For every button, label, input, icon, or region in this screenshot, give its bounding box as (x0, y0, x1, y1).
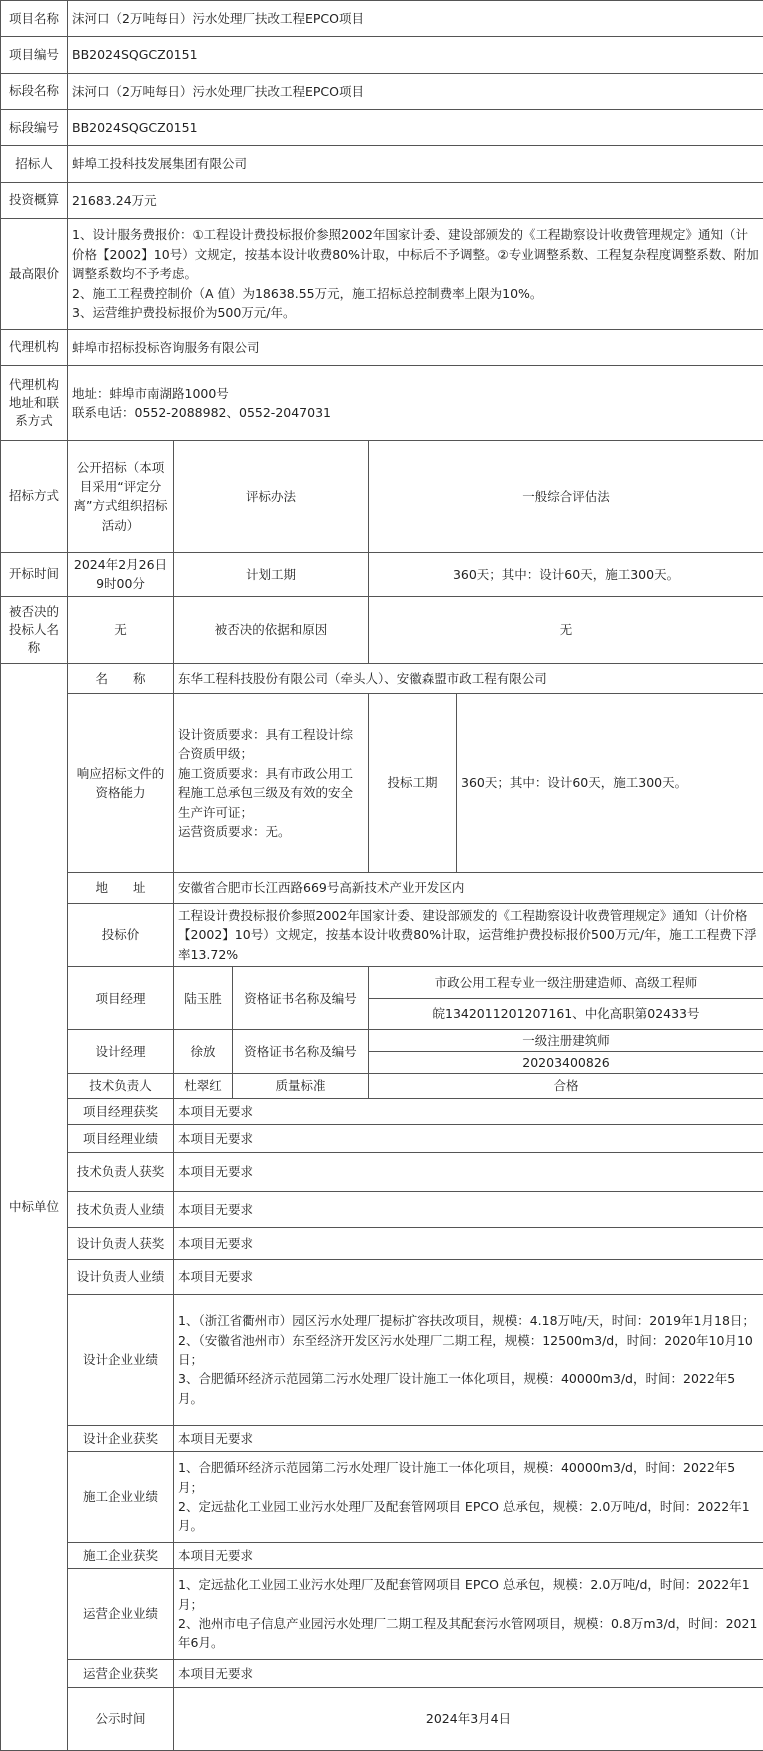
pm-label: 项目经理 (68, 967, 174, 1030)
row-section-no (1, 109, 763, 145)
quality-value: 合格 (369, 1074, 763, 1099)
row-item (1, 1294, 763, 1425)
eval-method-value: 一般综合评估法 (369, 440, 763, 552)
row-item (1, 1425, 763, 1451)
bid-period-value: 360天；其中：设计60天，施工300天。 (457, 693, 763, 873)
project-no-value: BB2024SQGCZ0151 (68, 37, 763, 73)
rejected-label: 被否决的投标人名称 (1, 596, 68, 663)
dm-label: 设计经理 (68, 1029, 174, 1073)
item-value: 1、（浙江省衢州市）园区污水处理厂提标扩容扶改项目，规模：4.18万吨/天，时间：2019年1月18日； 2、（安徽省池州市）东至经济开发区污水处理厂二期工程，规模：12500m3/d，时间：2020年10月10日； 3、合肥循环经济示范园第二污水处理厂设计施工一体化项目，规模：40000m3/d，时间：2022年5月。 (174, 1294, 763, 1425)
project-no-label: 项目编号 (1, 37, 68, 73)
row-open-time (1, 552, 763, 596)
dm-cert-2: 20203400826 (369, 1052, 763, 1073)
item-value: 本项目无要求 (174, 1098, 763, 1124)
section-name-label: 标段名称 (1, 73, 68, 109)
address-label: 地 址 (68, 873, 174, 903)
row-item (1, 1452, 763, 1543)
agency-value: 蚌埠市招标投标咨询服务有限公司 (68, 329, 763, 365)
section-no-label: 标段编号 (1, 109, 68, 145)
max-price-value: 1、设计服务费报价：①工程设计费投标报价参照2002年国家计委、建设部颁发的《工程勘察设计收费管理规定》通知（计价格【2002】10号）文规定，按基本设计收费80%计取，中标后不予调整。②专业调整系数、工程复杂程度调整系数、附加调整系数均不予考虑。 2、施工工程费控制价（A 值）为18638.55万元，施工招标总控制费率上限为10%。 3、运营维护费投标报价为500万元/年。 (68, 218, 763, 329)
item-value: 1、定远盐化工业园工业污水处理厂及配套管网项目 EPCO 总承包，规模：2.0万吨/d，时间：2022年1月； 2、池州市电子信息产业园污水处理厂二期工程及其配套污水管网项目，规模：0.8万m3/d，时间：2021年6月。 (174, 1569, 763, 1660)
publicity-label: 公示时间 (68, 1688, 174, 1751)
bid-price-label: 投标价 (68, 903, 174, 967)
item-value: 本项目无要求 (174, 1125, 763, 1153)
item-label: 技术负责人获奖 (68, 1153, 174, 1191)
project-name-value: 沫河口（2万吨每日）污水处理厂扶改工程EPCO项目 (68, 1, 763, 37)
item-value: 本项目无要求 (174, 1260, 763, 1294)
pm-cert-1: 市政公用工程专业一级注册建造师、高级工程师 (434, 975, 698, 991)
planned-period-label: 计划工期 (174, 552, 369, 596)
winner-name-label: 名 称 (68, 663, 174, 693)
row-max-price (1, 218, 763, 329)
pm-cert-label: 资格证书名称及编号 (233, 967, 369, 1030)
pm-name: 陆玉胜 (174, 967, 233, 1030)
max-price-label: 最高限价 (1, 218, 68, 329)
pm-cert-2: 皖1342011201207161、中化高职第02433号 (369, 998, 763, 1028)
row-agency (1, 329, 763, 365)
publicity-value: 2024年3月4日 (174, 1688, 763, 1751)
row-item (1, 1098, 763, 1124)
item-value: 本项目无要求 (174, 1542, 763, 1568)
row-project-no (1, 37, 763, 73)
open-time-label: 开标时间 (1, 552, 68, 596)
item-value: 本项目无要求 (174, 1425, 763, 1451)
tenderer-label: 招标人 (1, 146, 68, 182)
investment-label: 投资概算 (1, 182, 68, 218)
item-label: 设计企业获奖 (68, 1425, 174, 1451)
dm-cert-cell (369, 1029, 763, 1073)
item-value: 本项目无要求 (174, 1191, 763, 1227)
item-label: 项目经理业绩 (68, 1125, 174, 1153)
row-item (1, 1569, 763, 1660)
row-investment (1, 182, 763, 218)
item-label: 设计企业业绩 (68, 1294, 174, 1425)
qualification-label: 响应招标文件的资格能力 (68, 693, 174, 873)
row-design-manager (1, 1029, 763, 1073)
row-section-name (1, 73, 763, 109)
section-name-value: 沫河口（2万吨每日）污水处理厂扶改工程EPCO项目 (68, 73, 763, 109)
quality-label: 质量标准 (233, 1074, 369, 1099)
item-label: 运营企业业绩 (68, 1569, 174, 1660)
row-item (1, 1125, 763, 1153)
item-value: 本项目无要求 (174, 1228, 763, 1260)
row-project-name (1, 1, 763, 37)
row-winner-address (1, 873, 763, 903)
item-label: 技术负责人业绩 (68, 1191, 174, 1227)
item-label: 项目经理获奖 (68, 1098, 174, 1124)
pm-cert-cell (369, 967, 763, 1030)
item-value: 1、合肥循环经济示范园第二污水处理厂设计施工一体化项目，规模：40000m3/d，时间：2022年5月； 2、定远盐化工业园工业污水处理厂及配套管网项目 EPCO 总承包，规模：2.0万吨/d，时间：2022年1月。 (174, 1452, 763, 1543)
row-item (1, 1228, 763, 1260)
section-no-value: BB2024SQGCZ0151 (68, 109, 763, 145)
bid-period-label: 投标工期 (369, 693, 457, 873)
row-item (1, 1659, 763, 1687)
rejected-reason-label: 被否决的依据和原因 (174, 596, 369, 663)
pm-cert-table (369, 968, 763, 1028)
tender-method-label: 招标方式 (1, 440, 68, 552)
item-value: 本项目无要求 (174, 1153, 763, 1191)
winner-label: 中标单位 (1, 663, 68, 1750)
rejected-reason-value: 无 (369, 596, 763, 663)
tech-lead-name: 杜翠红 (174, 1074, 233, 1099)
rejected-value: 无 (68, 596, 174, 663)
item-label: 施工企业业绩 (68, 1452, 174, 1543)
tech-lead-label: 技术负责人 (68, 1074, 174, 1099)
row-publicity (1, 1688, 763, 1751)
winner-name-value: 东华工程科技股份有限公司（牵头人）、安徽森盟市政工程有限公司 (174, 663, 763, 693)
eval-method-label: 评标办法 (174, 440, 369, 552)
item-label: 运营企业获奖 (68, 1659, 174, 1687)
row-winner-name (1, 663, 763, 693)
bid-price-value: 工程设计费投标报价参照2002年国家计委、建设部颁发的《工程勘察设计收费管理规定》通知（计价格【2002】10号）文规定，按基本设计收费80%计取，运营维护费投标报价500万元/年，施工工程费下浮率13.72% (174, 903, 763, 967)
row-tech-lead (1, 1074, 763, 1099)
row-winner-qualification (1, 693, 763, 873)
dm-cert-1: 一级注册建筑师 (522, 1033, 610, 1049)
item-label: 设计负责人获奖 (68, 1228, 174, 1260)
row-item (1, 1153, 763, 1191)
project-name-label: 项目名称 (1, 1, 68, 37)
open-time-value: 2024年2月26日9时00分 (68, 552, 174, 596)
investment-value: 21683.24万元 (68, 182, 763, 218)
item-label: 施工企业获奖 (68, 1542, 174, 1568)
row-rejected (1, 596, 763, 663)
row-item (1, 1542, 763, 1568)
tender-method-value: 公开招标（本项目采用“评定分离”方式组织招标活动） (68, 440, 174, 552)
row-agency-contact (1, 366, 763, 441)
qualification-value: 设计资质要求：具有工程设计综合资质甲级； 施工资质要求：具有市政公用工程施工总承包三级及有效的安全生产许可证； 运营资质要求：无。 (174, 693, 369, 873)
agency-label: 代理机构 (1, 329, 68, 365)
dm-cert-label: 资格证书名称及编号 (233, 1029, 369, 1073)
item-label: 设计负责人业绩 (68, 1260, 174, 1294)
address-value: 安徽省合肥市长江西路669号高新技术产业开发区内 (174, 873, 763, 903)
agency-contact-value: 地址：蚌埠市南湖路1000号 联系电话：0552-2088982、0552-2047031 (68, 366, 763, 441)
row-item (1, 1191, 763, 1227)
planned-period-value: 360天；其中：设计60天，施工300天。 (369, 552, 763, 596)
tenderer-value: 蚌埠工投科技发展集团有限公司 (68, 146, 763, 182)
dm-name: 徐放 (174, 1029, 233, 1073)
row-tender-method (1, 440, 763, 552)
row-bid-price (1, 903, 763, 967)
row-tenderer (1, 146, 763, 182)
row-item (1, 1260, 763, 1294)
agency-contact-label: 代理机构地址和联系方式 (1, 366, 68, 441)
dm-cert-table (369, 1031, 763, 1073)
item-value: 本项目无要求 (174, 1659, 763, 1687)
row-project-manager (1, 967, 763, 1030)
